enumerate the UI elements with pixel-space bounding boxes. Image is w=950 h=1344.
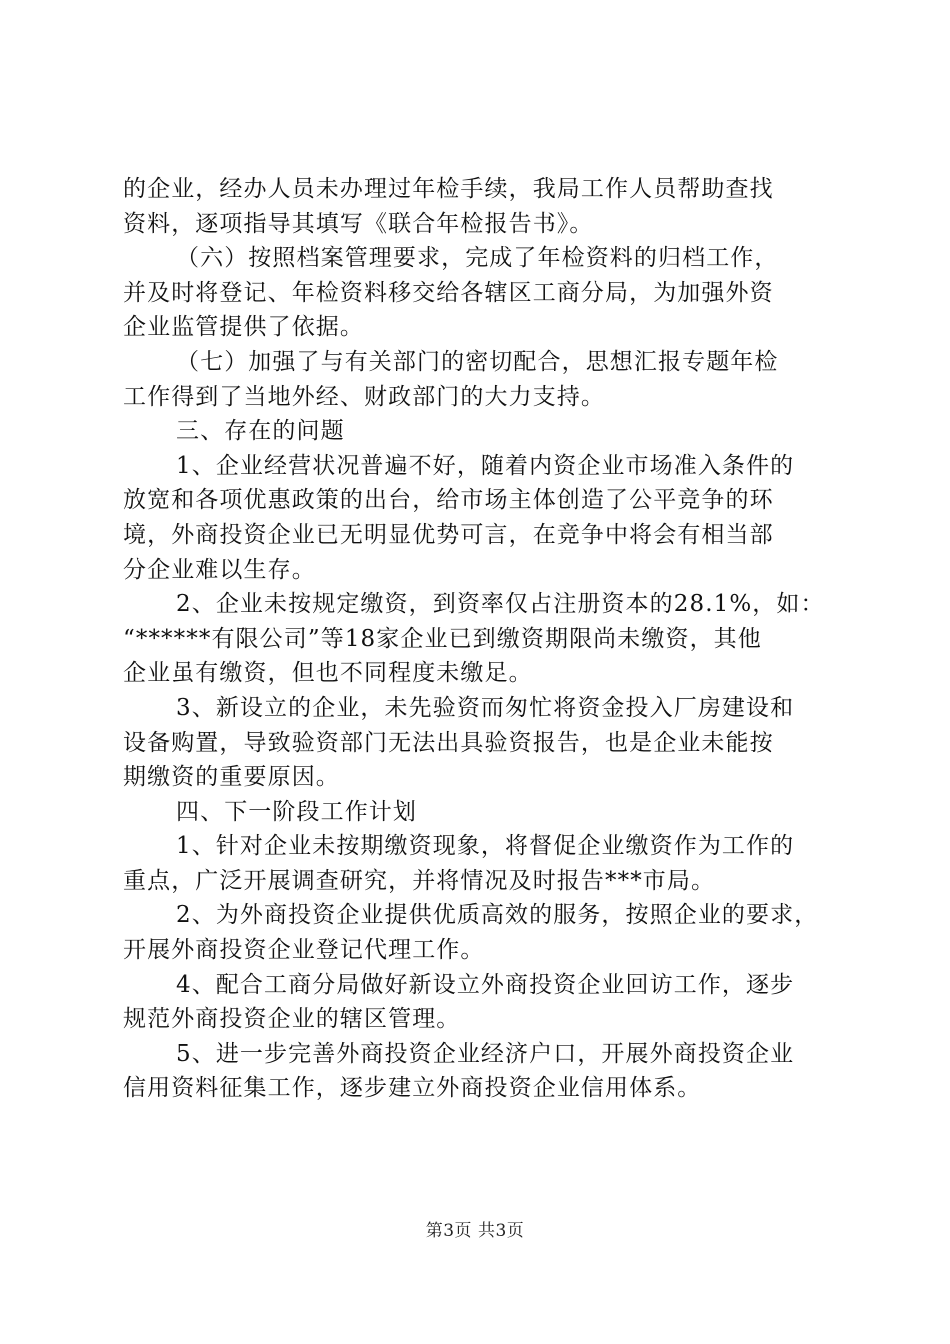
paragraph-problem-1 (123, 449, 835, 587)
text-line: （七）加强了与有关部门的密切配合，思想汇报专题年检 (176, 348, 779, 375)
text-line: 3、新设立的企业，未先验资而匆忙将资金投入厂房建设和 (176, 694, 795, 721)
text-line: 信用资料征集工作，逐步建立外商投资企业信用体系。 (123, 1075, 702, 1102)
text-line: 规范外商投资企业的辖区管理。 (123, 1006, 461, 1033)
section-heading-next-plan: 四、下一阶段工作计划 (176, 798, 417, 825)
text-line: 放宽和各项优惠政策的出台，给市场主体创造了公平竞争的环 (123, 487, 774, 514)
text-line: 企业监管提供了依据。 (123, 314, 364, 341)
text-line: 境，外商投资企业已无明显优势可言，在竞争中将会有相当部 (123, 521, 774, 548)
text-line: 开展外商投资企业登记代理工作。 (123, 937, 485, 964)
text-line: 2、企业未按规定缴资，到资率仅占注册资本的28.1%，如： (176, 591, 825, 618)
text-line: 分企业难以生存。 (123, 556, 316, 583)
paragraph-problem-2 (123, 587, 835, 691)
paragraph-plan-2 (123, 898, 835, 967)
section-heading-problems: 三、存在的问题 (176, 418, 345, 445)
text-line: 的企业，经办人员未办理过年检手续，我局工作人员帮助查找 (123, 176, 774, 202)
paragraph-problem-3 (123, 691, 835, 795)
text-line: “******有限公司”等18家企业已到缴资期限尚未缴资，其他 (123, 625, 762, 652)
text-line: 5、进一步完善外商投资企业经济户口，开展外商投资企业 (176, 1040, 795, 1067)
paragraph-item-7 (123, 345, 835, 414)
page-number-footer: 第3页 共3页 (425, 1221, 525, 1241)
text-line: 期缴资的重要原因。 (123, 764, 340, 791)
text-line: 1、企业经营状况普遍不好，随着内资企业市场准入条件的 (176, 452, 795, 479)
paragraph-plan-4 (123, 968, 835, 1037)
paragraph-plan-1 (123, 829, 835, 898)
text-line: 并及时将登记、年检资料移交给各辖区工商分局，为加强外资 (123, 279, 774, 306)
text-line: 重点，广泛开展调查研究，并将情况及时报告***市局。 (123, 867, 716, 894)
text-line: 4、配合工商分局做好新设立外商投资企业回访工作，逐步 (176, 971, 795, 998)
document-body (123, 172, 835, 1106)
text-line: 工作得到了当地外经、财政部门的大力支持。 (123, 383, 605, 410)
text-line: （六）按照档案管理要求，完成了年检资料的归档工作， (176, 245, 779, 272)
text-line: 1、针对企业未按期缴资现象，将督促企业缴资作为工作的 (176, 833, 795, 860)
text-line: 资料，逐项指导其填写《联合年检报告书》。 (123, 210, 594, 237)
text-line: 企业虽有缴资，但也不同程度未缴足。 (123, 660, 533, 687)
text-line: 2、为外商投资企业提供优质高效的服务，按照企业的要求， (176, 902, 819, 929)
text-line: 设备购置，导致验资部门无法出具验资报告，也是企业未能按 (123, 729, 774, 756)
paragraph-item-6 (123, 241, 835, 345)
paragraph-plan-5 (123, 1037, 835, 1106)
paragraph-continuation (123, 172, 835, 241)
